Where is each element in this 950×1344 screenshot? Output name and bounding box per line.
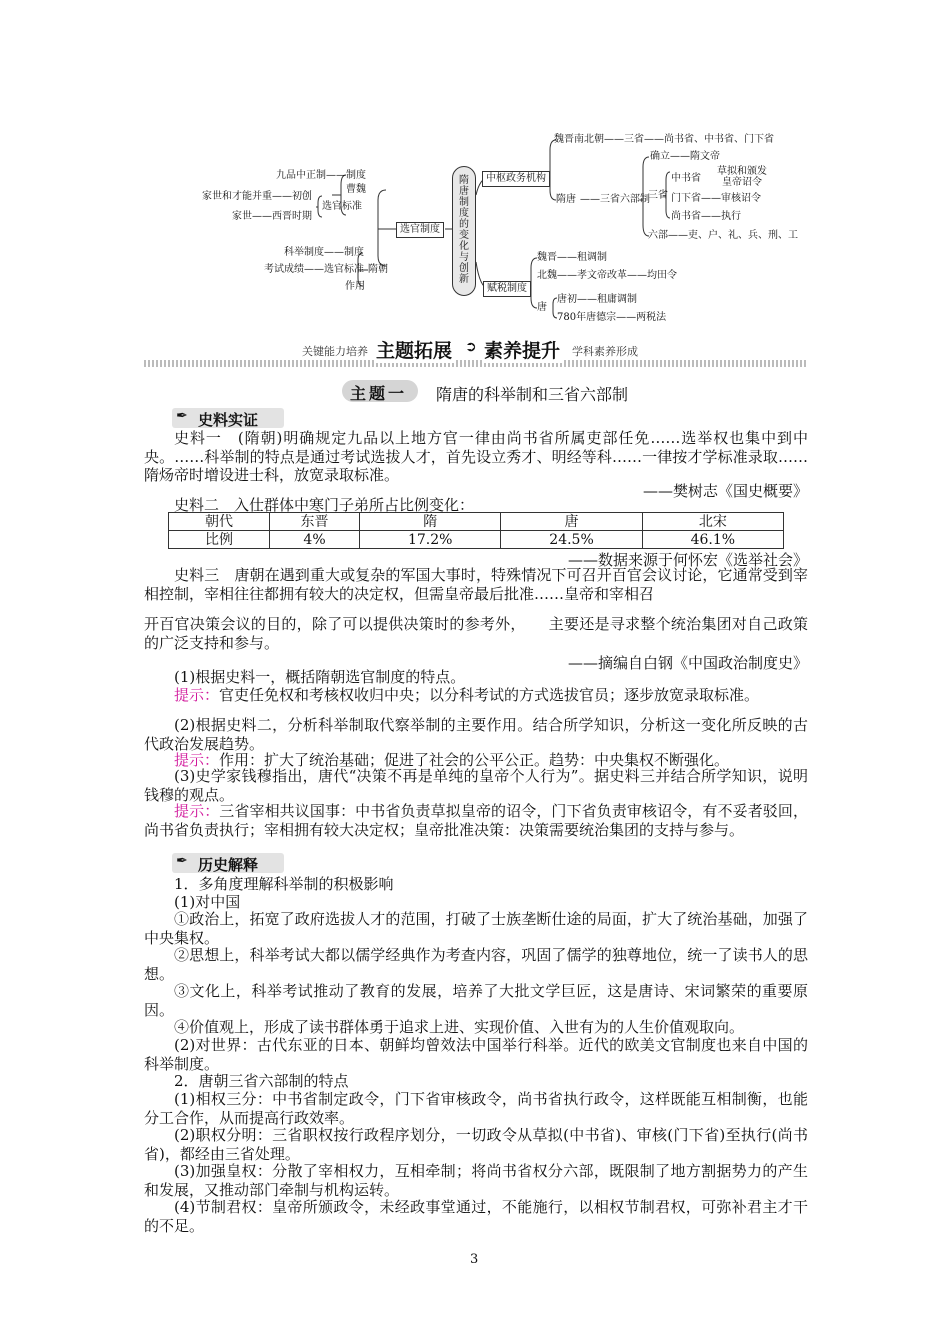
hint-label: 提示： bbox=[174, 686, 220, 704]
table-cell: 朝代 bbox=[169, 513, 270, 531]
mm-sansheng: 三省 bbox=[648, 190, 668, 201]
question-1: (1)根据史料一，概括隋朝选官制度的特点。 bbox=[174, 668, 466, 686]
source-1: 史料一 (隋朝)明确规定九品以上地方官一律由尚书省所属吏部任免……选举权也集中到中央。……科举制的特点是通过考试选拔人才，首先设立秀才、明经等科……一律按才学标准录取……隋炀帝时增设进士科，放宽录取标准。 bbox=[144, 429, 808, 484]
explain-1a-3: ③文化上，科举考试推动了教育的发展，培养了大批文学巨匠，这是唐诗、宋词繁荣的重要原因。 bbox=[144, 982, 808, 1019]
source-1-citation: ——樊树志《国史概要》 bbox=[642, 482, 808, 500]
mm-sui-tang: 隋唐 bbox=[556, 194, 576, 205]
mm-sansheng-liubu: ——三省六部制 bbox=[580, 194, 650, 205]
explain-1a-1: ①政治上，拓宽了政府选拔人才的范围，打破了士族垄断仕途的局面，扩大了统治基础，加强了中央集权。 bbox=[144, 910, 808, 947]
banner-left: 关键能力培养 bbox=[302, 345, 368, 358]
page-number: 3 bbox=[470, 1252, 479, 1267]
banner-title-2: 素养提升 bbox=[482, 336, 562, 363]
mm-kaoshi: 考试成绩——选官标准 bbox=[264, 264, 364, 275]
explain-2: 2．唐朝三省六部制的特点 bbox=[174, 1072, 349, 1090]
table-row bbox=[169, 531, 784, 549]
mm-jiashi-cai: 家世和才能并重——初创 bbox=[202, 191, 312, 202]
mind-map-connectors bbox=[0, 0, 950, 340]
mm-xuanguan-biaozhun: 选官标准 bbox=[322, 201, 362, 212]
hint-label: 提示： bbox=[174, 751, 220, 769]
table-cell: 17.2% bbox=[360, 531, 501, 549]
explain-2b: (2)职权分明：三省职权按行政程序划分，一切政令从草拟(中书省)、审核(门下省)至执行(尚书省)，都经由三省处理。 bbox=[144, 1126, 808, 1163]
mm-menxia: 门下省——审核诏令 bbox=[671, 193, 761, 204]
table-header-row bbox=[169, 513, 784, 531]
explain-1: 1．多角度理解科举制的积极影响 bbox=[174, 875, 394, 893]
mm-tang: 唐 bbox=[537, 302, 547, 313]
mm-liubu: 六部——吏、户、礼、兵、刑、工 bbox=[648, 230, 798, 241]
mm-center-node bbox=[452, 166, 476, 296]
mm-zuoyong: 作用 bbox=[345, 281, 365, 292]
answer-1 bbox=[144, 686, 808, 705]
table-cell: 24.5% bbox=[501, 531, 642, 549]
mm-weijin: 魏晋——租调制 bbox=[537, 252, 607, 263]
table-cell: 比例 bbox=[169, 531, 270, 549]
banner-underline bbox=[144, 360, 808, 367]
source-2-citation: ——数据来源于何怀宏《选举社会》 bbox=[567, 551, 808, 569]
explain-1b: (2)对世界：古代东亚的日本、朝鲜均曾效法中国举行科举。近代的欧美文官制度也来自中国的科举制度。 bbox=[144, 1036, 808, 1073]
source-3-part-1: 史料三 唐朝在遇到重大或复杂的军国大事时，特殊情况下可召开百官会议讨论，它通常受到宰相控制，宰相往往都拥有较大的决定权，但需皇帝最后批准……皇帝和宰相召 bbox=[144, 566, 808, 603]
mm-sui-chao: 隋朝 bbox=[368, 264, 388, 275]
banner-right: 学科素养形成 bbox=[572, 345, 638, 358]
mm-jiashi-xj: 家世——西晋时期 bbox=[232, 211, 312, 222]
mm-liangshui: 780年唐德宗——两税法 bbox=[557, 312, 667, 323]
mm-weijin-nbc: 魏晋南北朝——三省——尚书省、中书省、门下省 bbox=[554, 134, 774, 145]
question-2: (2)根据史料二，分析科举制取代察举制的主要作用。结合所学知识，分析这一变化所反映的古代政治发展趋势。 bbox=[144, 716, 808, 753]
sec2-title: 历史解释 bbox=[198, 856, 259, 874]
pen-icon: ✒ bbox=[176, 408, 188, 424]
mm-keju-zhidu: 科举制度——制度 bbox=[284, 247, 364, 258]
answer-3 bbox=[144, 802, 808, 839]
mm-branch-xuanguan: 选官制度 bbox=[396, 222, 444, 238]
mm-caoni: 草拟和颁发皇帝诏令 bbox=[717, 166, 767, 188]
answer-2-text: 作用：扩大了统治基础；促进了社会的公平公正。趋势：中央集权不断强化。 bbox=[219, 751, 730, 769]
theme-tag: 主题一 bbox=[350, 384, 408, 403]
explain-2a: (1)相权三分：中书省制定政令，门下省审核政令，尚书省执行政令，这样既能互相制衡，也能分工合作，从而提高行政效率。 bbox=[144, 1090, 808, 1127]
theme-tag-box bbox=[342, 380, 418, 402]
banner-title-1: 主题拓展 bbox=[374, 336, 454, 363]
mm-branch-fushui: 赋税制度 bbox=[483, 281, 531, 297]
mm-beiwei: 北魏——孝文帝改革——均田令 bbox=[537, 270, 677, 281]
hint-label: 提示： bbox=[174, 802, 220, 820]
mm-jiupin: 九品中正制——制度 bbox=[276, 170, 366, 181]
explain-2c: (3)加强皇权：分散了宰相权力，互相牵制；将尚书省权分六部，既限制了地方割据势力的产生和发展，又推动部门牵制与机构运转。 bbox=[144, 1162, 808, 1199]
sec2-tag bbox=[172, 853, 284, 873]
source-3-part-2: 开百官决策会议的目的，除了可以提供决策时的参考外， 主要还是寻求整个统治集团对自己政策的广泛支持和参与。 bbox=[144, 615, 808, 652]
mm-branch-zhongshu: 中枢政务机构 bbox=[482, 171, 550, 187]
banner-arrow-icon: ➲ bbox=[465, 339, 477, 355]
theme-title: 隋唐的科举制和三省六部制 bbox=[436, 385, 629, 404]
data-table bbox=[168, 512, 784, 549]
table-cell: 4% bbox=[270, 531, 360, 549]
explain-2d: (4)节制君权：皇帝所颁政令，未经政事堂通过，不能施行，以相权节制君权，可弥补君主才干的不足。 bbox=[144, 1198, 808, 1235]
mm-shangshu: 尚书省——执行 bbox=[671, 211, 741, 222]
mm-tangchu: 唐初——租庸调制 bbox=[557, 294, 637, 305]
explain-1a-4: ④价值观上，形成了读书群体勇于追求上进、实现价值、入世有为的人生价值观取向。 bbox=[174, 1018, 745, 1036]
mm-cao-wei: 曹魏 bbox=[346, 184, 366, 195]
explain-1a-2: ②思想上，科举考试大都以儒学经典作为考查内容，巩固了儒学的独尊地位，统一了读书人的思想。 bbox=[144, 946, 808, 983]
source-3-citation: ——摘编自白钢《中国政治制度史》 bbox=[567, 654, 808, 672]
table-cell: 东晋 bbox=[270, 513, 360, 531]
explain-1a: (1)对中国 bbox=[174, 893, 241, 911]
answer-1-text: 官吏任免权和考核权收归中央；以分科考试的方式选拔官员；逐步放宽录取标准。 bbox=[219, 686, 760, 704]
sec1-title: 史料实证 bbox=[198, 411, 259, 429]
table-cell: 北宋 bbox=[642, 513, 783, 531]
table-cell: 隋 bbox=[360, 513, 501, 531]
mm-zhongshu-sheng: 中书省 bbox=[671, 173, 701, 184]
sec1-tag bbox=[172, 408, 284, 428]
pen-icon: ✒ bbox=[176, 853, 188, 869]
table-cell: 唐 bbox=[501, 513, 642, 531]
table-cell: 46.1% bbox=[642, 531, 783, 549]
answer-3-text: 三省宰相共议国事：中书省负责草拟皇帝的诏令，门下省负责审核诏令，有不妥者驳回，尚书省负责执行；宰相拥有较大决定权；皇帝批准决策：决策需要统治集团的支持与参与。 bbox=[144, 802, 808, 839]
source-2: 史料二 入仕群体中寒门子弟所占比例变化： bbox=[174, 496, 475, 514]
question-3: (3)史学家钱穆指出，唐代“决策不再是单纯的皇帝个人行为”。据史料三并结合所学知识，说明钱穆的观点。 bbox=[144, 767, 808, 804]
mm-center-label: 隋唐制度的变化与创新 bbox=[459, 175, 469, 285]
mm-queli: 确立——隋文帝 bbox=[650, 151, 720, 162]
